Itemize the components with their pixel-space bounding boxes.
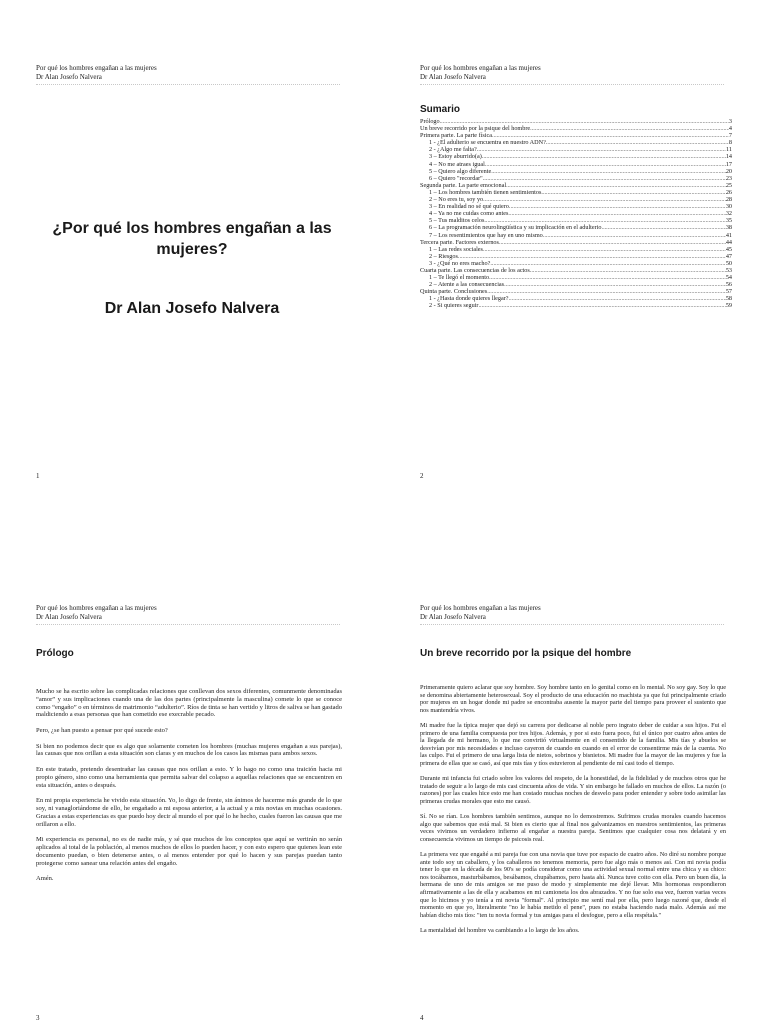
toc-entry-page: 23: [725, 174, 732, 182]
toc-entry[interactable]: [420, 246, 732, 253]
toc-entry-page: 59: [725, 302, 732, 310]
toc-entry[interactable]: [420, 153, 732, 160]
book-author: Dr Alan Josefo Nalvera: [104, 300, 280, 317]
toc-entry[interactable]: [420, 224, 732, 231]
toc-entry[interactable]: [420, 161, 732, 168]
page-2: [384, 0, 768, 512]
page-3: [0, 512, 384, 1024]
toc-entry-title: 5 – Quiero algo diferente: [429, 167, 492, 175]
toc-entry[interactable]: [420, 253, 732, 260]
toc-entry-title: 2 - Si quieres seguir: [429, 302, 479, 310]
toc-entry-title: Cuarta parte. Las consecuencias de los actos: [420, 266, 530, 274]
toc-entry-page: 17: [725, 160, 732, 168]
toc-entry-title: 6 – Quiero "recordar": [429, 174, 483, 182]
toc-entry-title: 7 – Los resentimientos que hay en uno mismo: [429, 231, 543, 239]
toc-entry-page: 25: [725, 181, 732, 189]
toc-entry[interactable]: [420, 217, 732, 224]
page-1: [0, 0, 384, 512]
toc-leader-dots: [483, 246, 726, 253]
toc-entry-page: 45: [725, 245, 732, 253]
toc-entry-page: 38: [725, 224, 732, 232]
toc-entry-page: 32: [725, 210, 732, 218]
toc-entry[interactable]: [420, 118, 732, 125]
toc-entry-page: 41: [725, 231, 732, 239]
toc-leader-dots: [491, 168, 726, 175]
header-divider: [420, 624, 724, 625]
paragraph: Durante mi infancia fui criado sobre los valores del respeto, de la honestidad, de la fidelidad y de muchos otros que he tratado de seguir a lo largo de mis casi cincuenta años de vida. Y sin embargo he fallado en muchos de ellos. La razón (o razones) por las cuales hice esto me han costado muchas noches de desvelo para poder entender y sobre todo asimilar las primeras crudas morales que esto me causó.: [420, 775, 726, 805]
chapter-body: [420, 684, 726, 942]
toc-leader-dots: [477, 146, 726, 153]
toc-leader-dots: [487, 288, 726, 295]
toc-entry-title: 2 – No eres tu, soy yo: [429, 196, 484, 204]
toc-entry-page: 53: [725, 266, 732, 274]
toc-entry-page: 44: [725, 238, 732, 246]
toc-entry-page: 56: [725, 281, 732, 289]
toc-entry-title: 2 – Riesgos: [429, 252, 458, 260]
header-author: Dr Alan Josefo Nalvera: [420, 612, 486, 621]
paragraph: Sí. No se rían. Los hombres también sentimos, aunque no lo demostremos. Sufrimos crudas morales cuando hacemos algo que sabemos que está mal. Si bien es cierto que al final nos galvanizamos en nuestros sentimientos, las primeras veces vivimos un verdadero infierno al engañar a nuestra pareja. Sentimos que cualquier cosa nos delatará y en consecuencia vivimos un tiempo de psicosis real.: [420, 813, 726, 843]
header-author: Dr Alan Josefo Nalvera: [420, 72, 486, 81]
toc-entry-page: 3: [728, 118, 732, 125]
toc-leader-dots: [509, 203, 726, 210]
toc-entry[interactable]: [420, 146, 732, 153]
toc-entry[interactable]: [420, 132, 732, 139]
toc-entry[interactable]: [420, 196, 732, 203]
toc-entry-title: 6 – La programación neurolingüística y su implicación en el adulterio: [429, 224, 602, 232]
paragraph: Si bien no podemos decir que es algo que solamente cometen los hombres (muchas mujeres engañan a sus parejas), las causas que nos orillan a esta situación son claras y en muchos de los casos las mismas para ambos sexos.: [36, 742, 342, 758]
toc-entry-title: 2 - ¿Algo me falta?: [429, 146, 477, 154]
running-header: [36, 64, 157, 81]
toc-leader-dots: [483, 175, 726, 182]
toc-leader-dots: [509, 295, 726, 302]
book-title: ¿Por qué los hombres engañan a las mujeres?: [52, 220, 332, 258]
toc-entry-title: 1 – Los hombres también tienen sentimientos: [429, 188, 542, 196]
toc-entry-title: 1 – Te llegó el momento: [429, 274, 490, 282]
toc-entry-title: Segunda parte. La parte emocional: [420, 181, 507, 189]
toc-entry[interactable]: [420, 125, 732, 132]
header-title: Por qué los hombres engañan a las mujeres: [36, 64, 157, 72]
section-heading-prologo: Prólogo: [36, 648, 74, 659]
toc-entry-page: 35: [725, 217, 732, 225]
toc-entry-title: 3 – Estoy aburrido(a): [429, 153, 482, 161]
toc-entry-page: 28: [725, 196, 732, 204]
toc-leader-dots: [440, 118, 729, 125]
toc-leader-dots: [492, 132, 729, 139]
paragraph: Primeramente quiero aclarar que soy hombre. Soy hombre tanto en lo genital como en lo mental. No soy gay. Soy lo que se denomina abiertamente heterosexual. Soy el producto de una educación no machista ya que fui principalmente criado por mujeres en un hogar donde mi padre se encontraba ausente la mayor parte del tiempo para proveer el sustento que nos mantendría vivos.: [420, 684, 726, 714]
paragraph: La primera vez que engañé a mi pareja fue con una novia que tuve por espacio de cuatro años. No diré su nombre porque ante todo soy un caballero, y los caballeros no tenemos memoria, pero fue algo más o menos así. Con mi novia podía tener lo que en la década de los 90's se podía considerar como una actividad sexual normal entre una chica y su chico: nos tocábamos, masturbábamos, besábamos, chupábamos, pero hasta ahí. Nunca tuve coito con ella. Pero un buen día, la hermana de uno de mis amigos se me puso de modo y simplemente me dejé llevar. Mis hormonas respondieron afirmativamente a las de ella y acabamos en mi camioneta los dos abrazados. Y no fue solo esa vez, fueron varias veces que lo hicimos y yo tenía a mi novia "formal". Al principio me sentí mal por ella, pero luego razoné que, desde el momento en que yo, literalmente "no le había metido el pene", pues no estaba haciendo nada malo. Además así me habían dicho mis tíos: "ten tu novia formal y tus amigas para el desfogue, pero a ella respétala.": [420, 851, 726, 919]
paragraph: Amén.: [36, 875, 54, 883]
toc-entry-title: Primera parte. La parte física: [420, 132, 492, 140]
paragraph: En este tratado, pretendo desentrañar las causas que nos orillan a esto. Y lo hago no como una traición hacia mi propio género, sino como una herramienta que permita salvar del colapso a aquellas relaciones que se encuentren en esta situación, antes o después.: [36, 765, 342, 789]
running-header: [36, 604, 157, 621]
toc-entry-title: Tercera parte. Factores externos: [420, 238, 499, 246]
toc-leader-dots: [530, 125, 729, 132]
running-header: [420, 604, 541, 621]
toc-entry-page: 14: [725, 153, 732, 161]
toc-entry[interactable]: [420, 302, 732, 309]
toc-entry[interactable]: [420, 232, 732, 239]
toc-entry-page: 4: [728, 125, 732, 133]
paragraph: Mucho se ha escrito sobre las complicadas relaciones que conllevan dos sexos diferentes, comunmente denominadas “amor” y sus implicaciones cuando una de las dos partes (principalmente la masculina) comete lo que se conoce como “engaño” o en términos de matrimonio “adulterio”. Ríos de tinta se han vertido y litros de saliva se han gastado maldiciendo a esas personas que han cometido ese execrable pecado.: [36, 688, 342, 719]
prologue-body: [36, 688, 342, 891]
toc-entry-title: 1 - ¿El adulterio se encuentra en nuestro ADN?: [429, 139, 546, 147]
toc-leader-dots: [506, 182, 726, 189]
page-number: 4: [420, 1014, 424, 1022]
toc-entry[interactable]: [420, 189, 732, 196]
page-number: 2: [420, 472, 424, 480]
toc-leader-dots: [541, 189, 725, 196]
toc-entry-page: 58: [725, 295, 732, 303]
paragraph: Mi experiencia es personal, no es de nadie más, y sé que muchos de los conceptos que aquí se vertirán no serán aplicados al total de la población, al menos muchos de ellos lo pueden hacer, y con esto espero que quienes lean este documento puedan, o bien detenerse antes, o al menos entender por qué lo hacen y sus parejas puedan tanto protegerse como sanear una relación antes del engaño.: [36, 836, 342, 867]
header-title: Por qué los hombres engañan a las mujeres: [420, 604, 541, 612]
toc-entry-title: Prólogo: [420, 118, 440, 125]
header-divider: [36, 624, 340, 625]
toc-entry-page: 7: [728, 132, 732, 140]
toc-entry-page: 57: [725, 288, 732, 296]
toc-entry[interactable]: [420, 288, 732, 295]
toc-entry-page: 26: [725, 188, 732, 196]
toc-leader-dots: [508, 210, 725, 217]
toc-entry[interactable]: [420, 203, 732, 210]
toc-entry-title: Un breve recorrido por la psique del hombre: [420, 125, 531, 133]
toc-entry-page: 20: [725, 167, 732, 175]
running-header: [420, 64, 541, 81]
toc-entry[interactable]: [420, 139, 732, 146]
toc-entry-page: 50: [725, 259, 732, 267]
toc-entry-title: 1 - ¿Hasta donde quieres llegar?: [429, 295, 509, 303]
toc-leader-dots: [485, 161, 726, 168]
toc-entry[interactable]: [420, 267, 732, 274]
toc-leader-dots: [489, 274, 726, 281]
toc-entry-page: 47: [725, 252, 732, 260]
toc-entry[interactable]: [420, 210, 732, 217]
page-number: 1: [36, 472, 40, 480]
paragraph: En mi propia experiencia he vivido esta situación. Yo, lo digo de frente, sin ánimos de hacerme más grande de lo que soy, ni vanagloriándome de ello, he engañado a mi esposa anterior, a la actual y a mis novias en muchas ocasiones. Gracias a estas experiencias es que puedo hoy decir al mundo el por qué lo he hecho, cuales fueron las causas que me orillaron a ello.: [36, 797, 342, 828]
toc-entry[interactable]: [420, 182, 732, 189]
toc-entry-title: 3 – En realidad no sé qué quiero: [429, 203, 509, 211]
toc-leader-dots: [458, 253, 726, 260]
toc-entry-title: 2 – Atente a las consecuencias: [429, 281, 505, 289]
paragraph: Mi madre fue la típica mujer que dejó su carrera por dedicarse al noble pero ingrato deber de cuidar a sus hijos. Fui el primero de una familia compuesta por tres hijos. Además, y por si esto fuera poco, fui el único por cuatro años antes de la llegada de mi hermano, lo que me convirtió virtualmente en el consentido de la familia. Mis tías y abuelos se desvivían por mis necesidades e incluso cayeron de cuando en cuando en el error de consentirme más de la cuenta. No las culpo. Fui el primero de una larga lista de nietos, sobrinos y bisnietos. Mi madre fue la mayor de las mujeres y fue la primera de ellas que se casó, así que mis tías y tíos estuvieron al pendiente de mí casi todo el tiempo.: [420, 721, 726, 767]
toc-entry[interactable]: [420, 260, 732, 267]
page-number: 3: [36, 1014, 40, 1022]
toc-entry-page: 30: [725, 203, 732, 211]
section-heading-psique: Un breve recorrido por la psique del hombre: [420, 648, 632, 659]
toc-leader-dots: [530, 267, 726, 274]
toc-heading: Sumario: [420, 104, 461, 115]
toc-leader-dots: [484, 217, 725, 224]
toc-leader-dots: [602, 224, 726, 231]
table-of-contents: [420, 118, 732, 310]
paragraph: Pero, ¿se han puesto a pensar por qué sucede esto?: [36, 726, 168, 734]
header-author: Dr Alan Josefo Nalvera: [36, 72, 102, 81]
header-author: Dr Alan Josefo Nalvera: [36, 612, 102, 621]
header-title: Por qué los hombres engañan a las mujeres: [420, 64, 541, 72]
toc-entry[interactable]: [420, 239, 732, 246]
toc-entry-title: 4 – Ya no me cuidas como antes: [429, 210, 509, 218]
toc-leader-dots: [504, 281, 726, 288]
toc-entry-title: Quinta parte. Conclusiones: [420, 288, 488, 296]
page-4: [384, 512, 768, 1024]
toc-entry[interactable]: [420, 168, 732, 175]
toc-entry-title: 5 – Tus malditos celos: [429, 217, 485, 225]
toc-entry-page: 54: [725, 274, 732, 282]
paragraph: La mentalidad del hombre va cambiando a lo largo de los años.: [420, 927, 580, 934]
header-title: Por qué los hombres engañan a las mujeres: [36, 604, 157, 612]
toc-leader-dots: [479, 302, 726, 309]
header-divider: [420, 84, 724, 85]
toc-entry[interactable]: [420, 295, 732, 302]
toc-leader-dots: [483, 196, 726, 203]
toc-entry-page: 11: [726, 146, 732, 154]
toc-entry[interactable]: [420, 281, 732, 288]
toc-entry[interactable]: [420, 175, 732, 182]
toc-leader-dots: [543, 232, 726, 239]
toc-entry-title: 3 - ¿Qué no eres macho?: [429, 259, 491, 267]
header-divider: [36, 84, 340, 85]
toc-entry-page: 8: [728, 139, 732, 147]
toc-entry[interactable]: [420, 274, 732, 281]
toc-entry-title: 4 – No me atraes igual: [429, 160, 485, 168]
toc-leader-dots: [499, 239, 726, 246]
toc-leader-dots: [546, 139, 729, 146]
toc-entry-title: 1 – Las redes sociales: [429, 245, 483, 253]
toc-leader-dots: [490, 260, 725, 267]
toc-leader-dots: [482, 153, 726, 160]
